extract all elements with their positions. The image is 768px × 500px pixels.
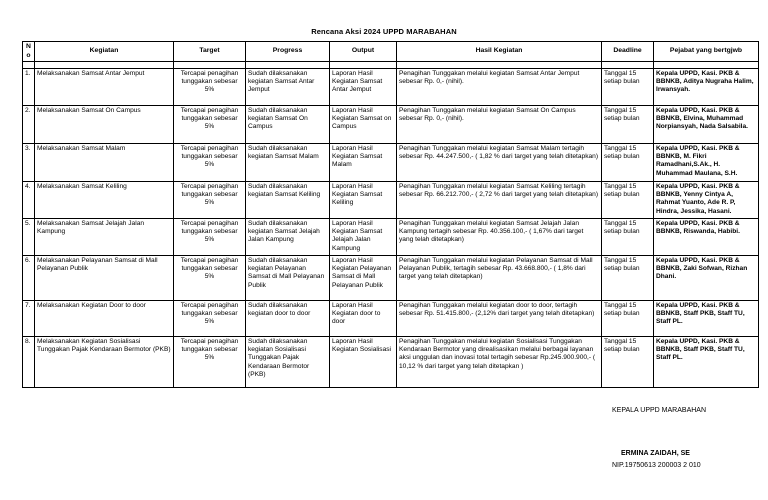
row-target: Tercapai penagihan tunggakan sebesar 5%	[174, 144, 246, 182]
row-deadline: Tanggal 15 setiap bulan	[602, 182, 654, 219]
row-output: Laporan Hasil Kegiatan Samsat Jelajah Jalan Kampung	[330, 219, 397, 256]
row-pejabat: Kepala UPPD, Kasi. PKB & BBNKB, Riswanda, Habibi.	[654, 219, 759, 256]
row-deadline: Tanggal 15 setiap bulan	[602, 144, 654, 182]
row-pejabat: Kepala UPPD, Kasi. PKB & BBNKB, Staff PKB, Staff TU, Staff PL.	[654, 301, 759, 337]
row-hasil-kegiatan: Penagihan Tunggakan melalui kegiatan Samsat Antar Jemput sebesar Rp. 0,- (nihil).	[397, 69, 602, 106]
signature-name: ERMINA ZAIDAH, SE	[621, 450, 690, 457]
row-deadline: Tanggal 15 setiap bulan	[602, 69, 654, 106]
row-hasil-kegiatan: Penagihan Tunggakan melalui kegiatan Sosialisasi Tunggakan Kendaraan Bermotor yang direalisasikan melalui berbagai layanan aksi unggulan dan inovasi total tertagih sebesar Rp.245.900.900,- ( 10,12 % dari target yang telah ditetapkan )	[397, 337, 602, 388]
row-progress: Sudah dilaksanakan kegiatan Samsat Malam	[246, 144, 330, 182]
header-no: No	[23, 42, 35, 62]
table-row	[23, 256, 759, 301]
row-pejabat: Kepala UPPD, Kasi. PKB & BBNKB, Zaki Sofwan, Rizhan Dhani.	[654, 256, 759, 301]
table-row	[23, 337, 759, 388]
row-deadline: Tanggal 15 setiap bulan	[602, 301, 654, 337]
table-row	[23, 106, 759, 144]
header-target: Target	[174, 42, 246, 62]
row-progress: Sudah dilaksanakan kegiatan Samsat Keliling	[246, 182, 330, 219]
row-output: Laporan Hasil Kegiatan Samsat on Campus	[330, 106, 397, 144]
row-kegiatan: Melaksanakan Samsat Antar Jemput	[35, 69, 174, 106]
row-output: Laporan Hasil Kegiatan Sosialisasi	[330, 337, 397, 388]
row-progress: Sudah dilaksanakan kegiatan Samsat On Campus	[246, 106, 330, 144]
row-target: Tercapai penagihan tunggakan sebesar 5%	[174, 337, 246, 388]
row-deadline: Tanggal 15 setiap bulan	[602, 106, 654, 144]
signature-office: KEPALA UPPD MARABAHAN	[612, 407, 707, 414]
row-hasil-kegiatan: Penagihan Tunggakan melalui kegiatan Samsat On Campus sebesar Rp. 0,- (nihil).	[397, 106, 602, 144]
row-number: 6.	[23, 256, 35, 301]
row-output: Laporan Hasil Kegiatan Samsat Keliling	[330, 182, 397, 219]
row-number: 2.	[23, 106, 35, 144]
row-kegiatan: Melaksanakan Samsat Keliling	[35, 182, 174, 219]
row-hasil-kegiatan: Penagihan Tunggakan melalui kegiatan Samsat Keliling tertagih sebesar Rp. 66.212.700,- ( 2,72 % dari target yang telah ditetapkan)	[397, 182, 602, 219]
row-kegiatan: Melaksanakan Pelayanan Samsat di Mall Pelayanan Publik	[35, 256, 174, 301]
table-row	[23, 144, 759, 182]
row-target: Tercapai penagihan tunggakan sebesar 5%	[174, 256, 246, 301]
header-hasil-kegiatan: Hasil Kegiatan	[397, 42, 602, 62]
row-pejabat: Kepala UPPD, Kasi. PKB & BBNKB, Staff PKB, Staff TU, Staff PL.	[654, 337, 759, 388]
header-pejabat: Pejabat yang bertgjwb	[654, 42, 759, 62]
signature-nip: NIP.19750613 200003 2 010	[612, 462, 701, 469]
row-number: 4.	[23, 182, 35, 219]
row-progress: Sudah dilaksanakan kegiatan door to door	[246, 301, 330, 337]
row-deadline: Tanggal 15 setiap bulan	[602, 219, 654, 256]
row-target: Tercapai penagihan tunggakan sebesar 5%	[174, 182, 246, 219]
header-kegiatan: Kegiatan	[35, 42, 174, 62]
row-progress: Sudah dilaksanakan kegiatan Pelayanan Samsat di Mall Pelayanan Publik	[246, 256, 330, 301]
row-pejabat: Kepala UPPD, Kasi. PKB & BBNKB, M. Fikri Ramadhani,S.Ak., H. Muhammad Maulana, S.H.	[654, 144, 759, 182]
header-deadline: Deadline	[602, 42, 654, 62]
row-output: Laporan Hasil Kegiatan Samsat Antar Jemput	[330, 69, 397, 106]
row-kegiatan: Melaksanakan Samsat Malam	[35, 144, 174, 182]
row-pejabat: Kepala UPPD, Kasi. PKB & BBNKB, Aditya Nugraha Halim, Irwansyah.	[654, 69, 759, 106]
document-title: Rencana Aksi 2024 UPPD MARABAHAN	[311, 27, 457, 36]
row-progress: Sudah dilaksanakan kegiatan Samsat Antar Jemput	[246, 69, 330, 106]
row-hasil-kegiatan: Penagihan Tunggakan melalui kegiatan door to door, tertagih sebesar Rp. 51.415.800,- (2,12% dari target yang telah ditetapkan)	[397, 301, 602, 337]
row-number: 7.	[23, 301, 35, 337]
row-progress: Sudah dilaksanakan kegiatan Samsat Jelajah Jalan Kampung	[246, 219, 330, 256]
row-progress: Sudah dilaksanakan kegiatan Sosialisasi Tunggakan Pajak Kendaraan Bermotor (PKB)	[246, 337, 330, 388]
table-row	[23, 69, 759, 106]
table-row	[23, 219, 759, 256]
row-deadline: Tanggal 15 setiap bulan	[602, 337, 654, 388]
table-row	[23, 182, 759, 219]
header-progress: Progress	[246, 42, 330, 62]
row-number: 3.	[23, 144, 35, 182]
row-deadline: Tanggal 15 setiap bulan	[602, 256, 654, 301]
row-output: Laporan Hasil Kegiatan door to door	[330, 301, 397, 337]
row-hasil-kegiatan: Penagihan Tunggakan melalui kegiatan Samsat Jelajah Jalan Kampung tertagih sebesar Rp. 40.356.100,- ( 1,67% dari target yang telah ditetapkan)	[397, 219, 602, 256]
row-hasil-kegiatan: Penagihan Tunggakan melalui kegiatan Pelayanan Samsat di Mall Pelayanan Publik, tertagih sebesar Rp. 43.668.800,- ( 1,8% dari target yang telah ditetapkan)	[397, 256, 602, 301]
row-target: Tercapai penagihan tunggakan sebesar 5%	[174, 69, 246, 106]
spacer-row	[23, 62, 759, 69]
row-output: Laporan Hasil Kegiatan Samsat Malam	[330, 144, 397, 182]
row-target: Tercapai penagihan tunggakan sebesar 5%	[174, 106, 246, 144]
row-kegiatan: Melaksanakan Samsat On Campus	[35, 106, 174, 144]
row-kegiatan: Melaksanakan Kegiatan Sosialisasi Tunggakan Pajak Kendaraan Bermotor (PKB)	[35, 337, 174, 388]
row-pejabat: Kepala UPPD, Kasi. PKB & BBNKB, Yenny Cintya A, Rahmat Yuanto, Ade R. P, Hindra, Jessika, Hasani.	[654, 182, 759, 219]
row-target: Tercapai penagihan tunggakan sebesar 5%	[174, 301, 246, 337]
row-pejabat: Kepala UPPD, Kasi. PKB & BBNKB, Elvina, Muhammad Norpiansyah, Nada Salsabila.	[654, 106, 759, 144]
row-kegiatan: Melaksanakan Samsat Jelajah Jalan Kampung	[35, 219, 174, 256]
row-output: Laporan Hasil Kegiatan Pelayanan Samsat di Mall Pelayanan Publik	[330, 256, 397, 301]
action-plan-table	[22, 41, 759, 388]
row-kegiatan: Melaksanakan Kegiatan Door to door	[35, 301, 174, 337]
row-hasil-kegiatan: Penagihan Tunggakan melalui kegiatan Samsat Malam tertagih sebesar Rp. 44.247.500,- ( 1,82 % dari target yang telah ditetapkan)	[397, 144, 602, 182]
header-output: Output	[330, 42, 397, 62]
table-header-row	[23, 42, 759, 62]
row-target: Tercapai penagihan tunggakan sebesar 5%	[174, 219, 246, 256]
row-number: 1.	[23, 69, 35, 106]
row-number: 5.	[23, 219, 35, 256]
table-row	[23, 301, 759, 337]
row-number: 8.	[23, 337, 35, 388]
